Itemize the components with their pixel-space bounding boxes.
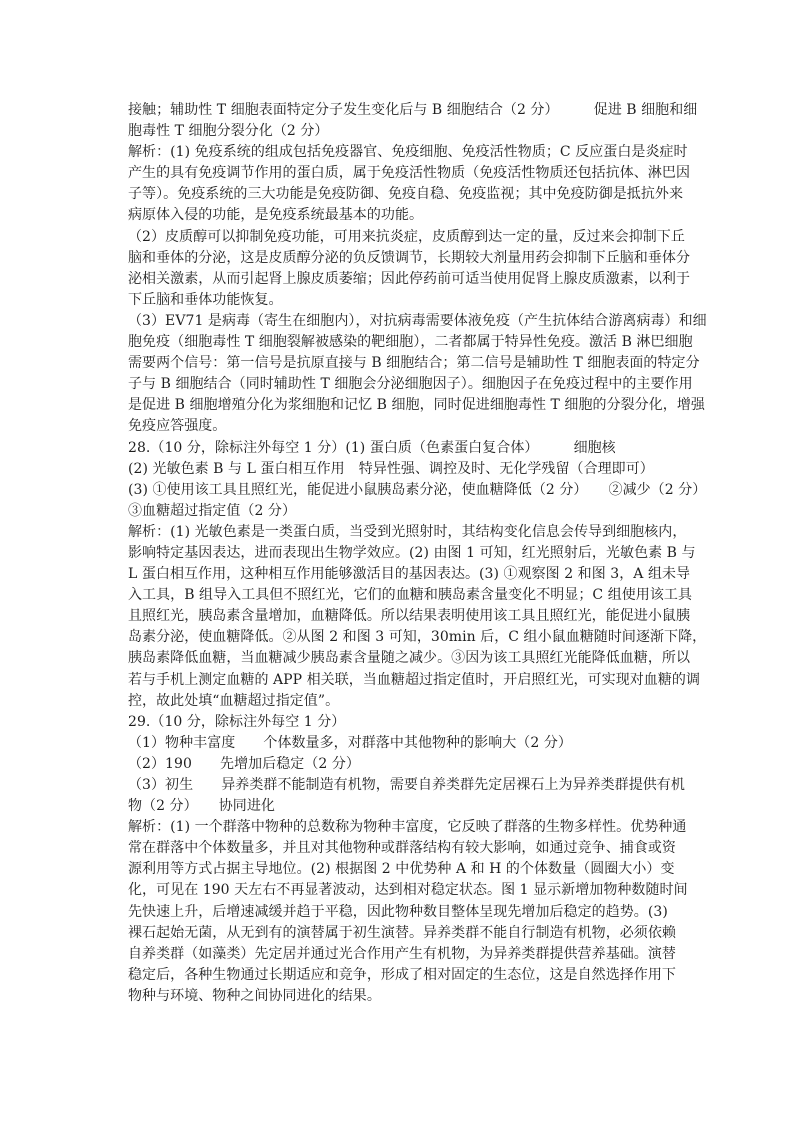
text-line: 源利用等方式占据主导地位。(2) 根据图 2 中优势种 A 和 H 的个体数量（圆圈大小）变: [128, 861, 675, 878]
text-line: (2) 光敏色素 B 与 L 蛋白相互作用 特异性强、调控及时、无化学残留（合理即可）: [128, 460, 654, 477]
text-line: 影响特定基因表达，进而表现出生物学效应。(2) 由图 1 可知，红光照射后，光敏色素 B 与: [128, 544, 696, 561]
text-line: 胞免疫（细胞毒性 T 细胞裂解被感染的靶细胞），二者都属于特异性免疫。激活 B 淋巴细胞: [128, 334, 693, 351]
text-line: L 蛋白相互作用，这种相互作用能够激活目的基因表达。(3) ①观察图 2 和图 3，A 组未导: [128, 566, 691, 583]
text-line: 子与 B 细胞结合（同时辅助性 T 细胞会分泌细胞因子）。细胞因子在免疫过程中的主要作用: [128, 376, 693, 393]
text-line: 解析：(1) 免疫系统的组成包括免疫器官、免疫细胞、免疫活性物质；C 反应蛋白是炎症时: [128, 144, 688, 161]
text-line: （3）初生 异养类群不能制造有机物，需要自养类群先定居裸石上为异养类群提供有机: [128, 777, 685, 793]
text-line: 稳定后，各种生物通过长期适应和竞争，形成了相对固定的生态位，这是自然选择作用下: [128, 966, 676, 983]
text-line: 控，故此处填“血糖超过指定值”。: [128, 692, 340, 709]
text-line: 解析：(1) 一个群落中物种的总数称为物种丰富度，它反映了群落的生物多样性。优势种通: [128, 819, 687, 836]
text-line: 化，可见在 190 天左右不再显著波动，达到相对稳定状态。图 1 显示新增加物种数随时间: [128, 882, 688, 899]
text-line: 需要两个信号：第一信号是抗原直接与 B 细胞结合；第二信号是辅助性 T 细胞表面的特定分: [128, 355, 700, 372]
question-heading: 28.（10 分，除标注外每空 1 分）(1) 蛋白质（色素蛋白复合体） 细胞核: [128, 439, 616, 456]
text-line: 先快速上升，后增速减缓并趋于平稳，因此物种数目整体呈现先增加后稳定的趋势。(3): [128, 903, 668, 920]
text-line: 入工具，B 组导入工具但不照红光，它们的血糖和胰岛素含量变化不明显；C 组使用该工具: [128, 587, 692, 604]
text-line: 物种与环境、物种之间协同进化的结果。: [128, 987, 381, 1004]
text-line: （2）皮质醇可以抑制免疫功能，可用来抗炎症，皮质醇到达一定的量，反过来会抑制下丘: [128, 228, 685, 245]
text-line: 裸石起始无菌，从无到有的演替属于初生演替。异养类群不能自行制造有机物，必须依赖: [128, 924, 676, 941]
text-line: 胞毒性 T 细胞分裂分化（2 分）: [128, 123, 329, 140]
text-line: 病原体入侵的功能，是免疫系统最基本的功能。: [128, 207, 424, 224]
text-line: 是促进 B 细胞增殖分化为浆细胞和记忆 B 细胞，同时促进细胞毒性 T 细胞的分裂分化，增强: [128, 397, 705, 414]
text-line: 解析：(1) 光敏色素是一类蛋白质，当受到光照射时，其结构变化信息会传导到细胞核内，: [128, 523, 687, 540]
text-line: 免疫应答强度。: [128, 418, 227, 435]
text-line: 若与手机上测定血糖的 APP 相关联，当血糖超过指定值时，开启照红光，可实现对血糖的调: [128, 671, 700, 688]
text-line: 子等）。免疫系统的三大功能是免疫防御、免疫自稳、免疫监视；其中免疫防御是抵抗外来: [128, 186, 683, 203]
text-line: 常在群落中个体数量多，并且对其他物种或群落结构有较大影响，如通过竞争、捕食或资: [128, 840, 676, 857]
text-line: （2）190 先增加后稳定（2 分）: [128, 755, 360, 772]
text-line: 胰岛素降低血糖，当血糖减少胰岛素含量随之减少。③因为该工具照红光能降低血糖，所以: [128, 650, 690, 667]
text-line: 泌相关激素，从而引起肾上腺皮质萎缩；因此停药前可适当使用促肾上腺皮质激素，以利于: [128, 270, 690, 287]
text-line: （3）EV71 是病毒（寄生在细胞内），对抗病毒需要体液免疫（产生抗体结合游离病毒）和细: [128, 312, 707, 329]
text-line: 岛素分泌，使血糖降低。②从图 2 和图 3 可知，30min 后，C 组小鼠血糖随时间逐渐下降，: [128, 629, 707, 646]
text-line: 脑和垂体的分泌，这是皮质醇分泌的负反馈调节，长期较大剂量用药会抑制下丘脑和垂体分: [128, 249, 690, 266]
text-line: 自养类群（如藻类）先定居并通过光合作用产生有机物，为异养类群提供营养基础。演替: [128, 945, 676, 962]
text-line: 产生的具有免疫调节作用的蛋白质，属于免疫活性物质（免疫活性物质还包括抗体、淋巴因: [128, 165, 690, 182]
text-line: 接触；辅助性 T 细胞表面特定分子发生变化后与 B 细胞结合（2 分） 促进 B 细胞和细: [128, 102, 698, 118]
text-line: 下丘脑和垂体功能恢复。: [128, 291, 283, 308]
text-line: 且照红光，胰岛素含量增加，血糖降低。所以结果表明使用该工具且照红光，能促进小鼠胰: [128, 608, 690, 625]
text-line: 物（2 分） 协同进化: [128, 798, 275, 815]
text-line: （1）物种丰富度 个体数量多，对群落中其他物种的影响大（2 分）: [128, 734, 572, 751]
text-line: ③血糖超过指定值（2 分）: [128, 502, 297, 519]
text-line: (3) ①使用该工具且照红光，能促进小鼠胰岛素分泌，使血糖降低（2 分） ②减少（2 分）: [128, 481, 707, 498]
question-heading: 29.（10 分，除标注外每空 1 分）: [128, 713, 346, 730]
